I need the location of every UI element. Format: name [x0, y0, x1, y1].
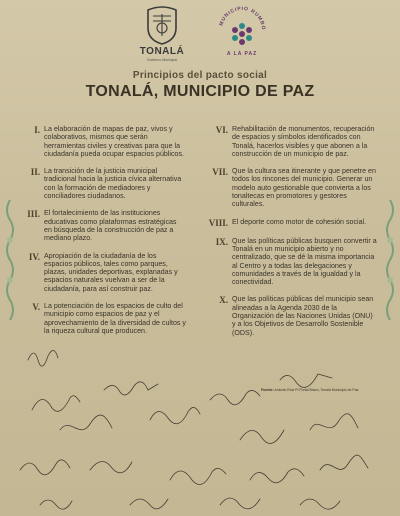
principle-text: El deporte como motor de cohesión social.	[232, 217, 367, 226]
principle-item	[205, 125, 377, 158]
signature	[150, 407, 200, 423]
signature	[28, 350, 58, 366]
tonala-name: TONALÁ	[139, 46, 185, 57]
principle-number: VI.	[215, 125, 228, 135]
principle-item	[20, 252, 186, 293]
signature	[90, 461, 132, 472]
signature	[170, 468, 226, 484]
principle-number: II.	[30, 167, 40, 178]
signature	[300, 499, 340, 509]
paz-bottom-text: A LA PAZ	[226, 51, 258, 57]
principle-item	[20, 125, 186, 158]
principle-number: VIII.	[208, 217, 228, 228]
signature	[210, 390, 260, 404]
principle-number: III.	[27, 209, 40, 220]
principle-item	[20, 167, 186, 200]
principle-item	[205, 237, 377, 287]
signature	[220, 498, 260, 509]
principle-text: El fortalecimiento de las instituciones educativas como plataformas estratégicas en búsqueda de la construcción de paz a mediano plazo.	[44, 209, 177, 243]
principle-number: V.	[32, 302, 40, 313]
document-title: TONALÁ, MUNICIPIO DE PAZ	[85, 83, 315, 100]
left-leaf-border-icon	[2, 200, 18, 320]
tonala-subtitle: Gobierno Municipal	[146, 58, 178, 62]
principle-number: VII.	[212, 167, 228, 178]
principle-item	[205, 295, 377, 336]
principle-text: La elaboración de mapas de paz, vivos y colaborativos, mismos que serán herramientas civiles y creativas para que la ciudadanía pueda ocupar espacios públicos.	[44, 125, 185, 158]
principle-item	[205, 167, 377, 208]
principles-right-column	[205, 125, 377, 346]
principle-item	[20, 209, 186, 242]
principle-text: La potenciación de los espacios de culto del municipio como espacios de paz y el aprovechamiento de la diversidad de cultos y la riqueza cultural que producen.	[44, 302, 186, 335]
signature	[310, 414, 358, 430]
principle-text: Que las políticas públicas busquen convertir a Tonalá en un municipio abierto y no centralizado, que se dé la misma importancia al Centro y a todas las delegaciones y comunidades a través de la igualdad y la conectividad.	[232, 236, 377, 287]
signature	[240, 430, 284, 443]
signature	[60, 415, 112, 430]
principle-text: Rehabilitación de monumentos, recuperación de espacios y símbolos identificados con Tonalá, hacerlos visibles y que abonen a la construcción de un municipio de paz.	[232, 125, 375, 158]
signature	[32, 396, 80, 412]
signature	[104, 382, 158, 395]
principle-number: IX.	[215, 236, 228, 247]
principle-item	[20, 302, 186, 335]
source-label: Fuente:	[261, 388, 274, 392]
principle-text: Que las políticas públicas del municipio sean alineadas a la Agenda 2030 de la Organización de las Naciones Unidas (ONU) y a los Objetivos de Desarrollo Sostenible (ODS).	[232, 295, 374, 337]
signature	[130, 499, 168, 509]
source-text: Antonio Ruiz Pl Portal Bravo, Tonalá Municipio de Paz.	[274, 388, 360, 392]
municipio-paz-logo	[214, 4, 270, 66]
principle-number: IV.	[28, 251, 40, 262]
paz-arc-text: MUNICIPIO RUMBO	[218, 5, 267, 31]
header	[0, 4, 400, 64]
signature	[40, 500, 72, 509]
tonala-shield-icon	[134, 6, 190, 46]
signature	[250, 469, 304, 483]
signature	[280, 374, 332, 387]
tonala-logo	[134, 6, 190, 64]
principle-item	[205, 218, 377, 228]
principle-number: I.	[34, 125, 40, 135]
paz-emblem-icon	[214, 4, 270, 50]
principle-text: La transición de la justicia municipal tradicional hacia la justicia cívica alternativa con la formación de mediadores y conciliadores ciudadanos.	[44, 167, 182, 201]
right-leaf-border-icon	[382, 200, 398, 320]
principle-text: Que la cultura sea itinerante y que penetre en todos los rincones del municipio. Generar un modelo auto gestionable que convierta a los tonaltecas en promotores y gestores culturales.	[232, 167, 376, 209]
document-subtitle: Principios del pacto social	[132, 70, 268, 81]
signatures-area	[0, 340, 400, 516]
principles-left-column	[20, 125, 186, 344]
principle-text: Apropiación de la ciudadanía de los espacios públicos, tales como parques, plazas, unidades deportivas, explanadas y espacios naturales vuelvan a ser de la ciudadanía, para así construir paz.	[44, 251, 178, 293]
title-block	[0, 70, 400, 101]
signature	[320, 455, 368, 470]
signature	[20, 460, 70, 475]
principle-number: X.	[219, 295, 228, 306]
